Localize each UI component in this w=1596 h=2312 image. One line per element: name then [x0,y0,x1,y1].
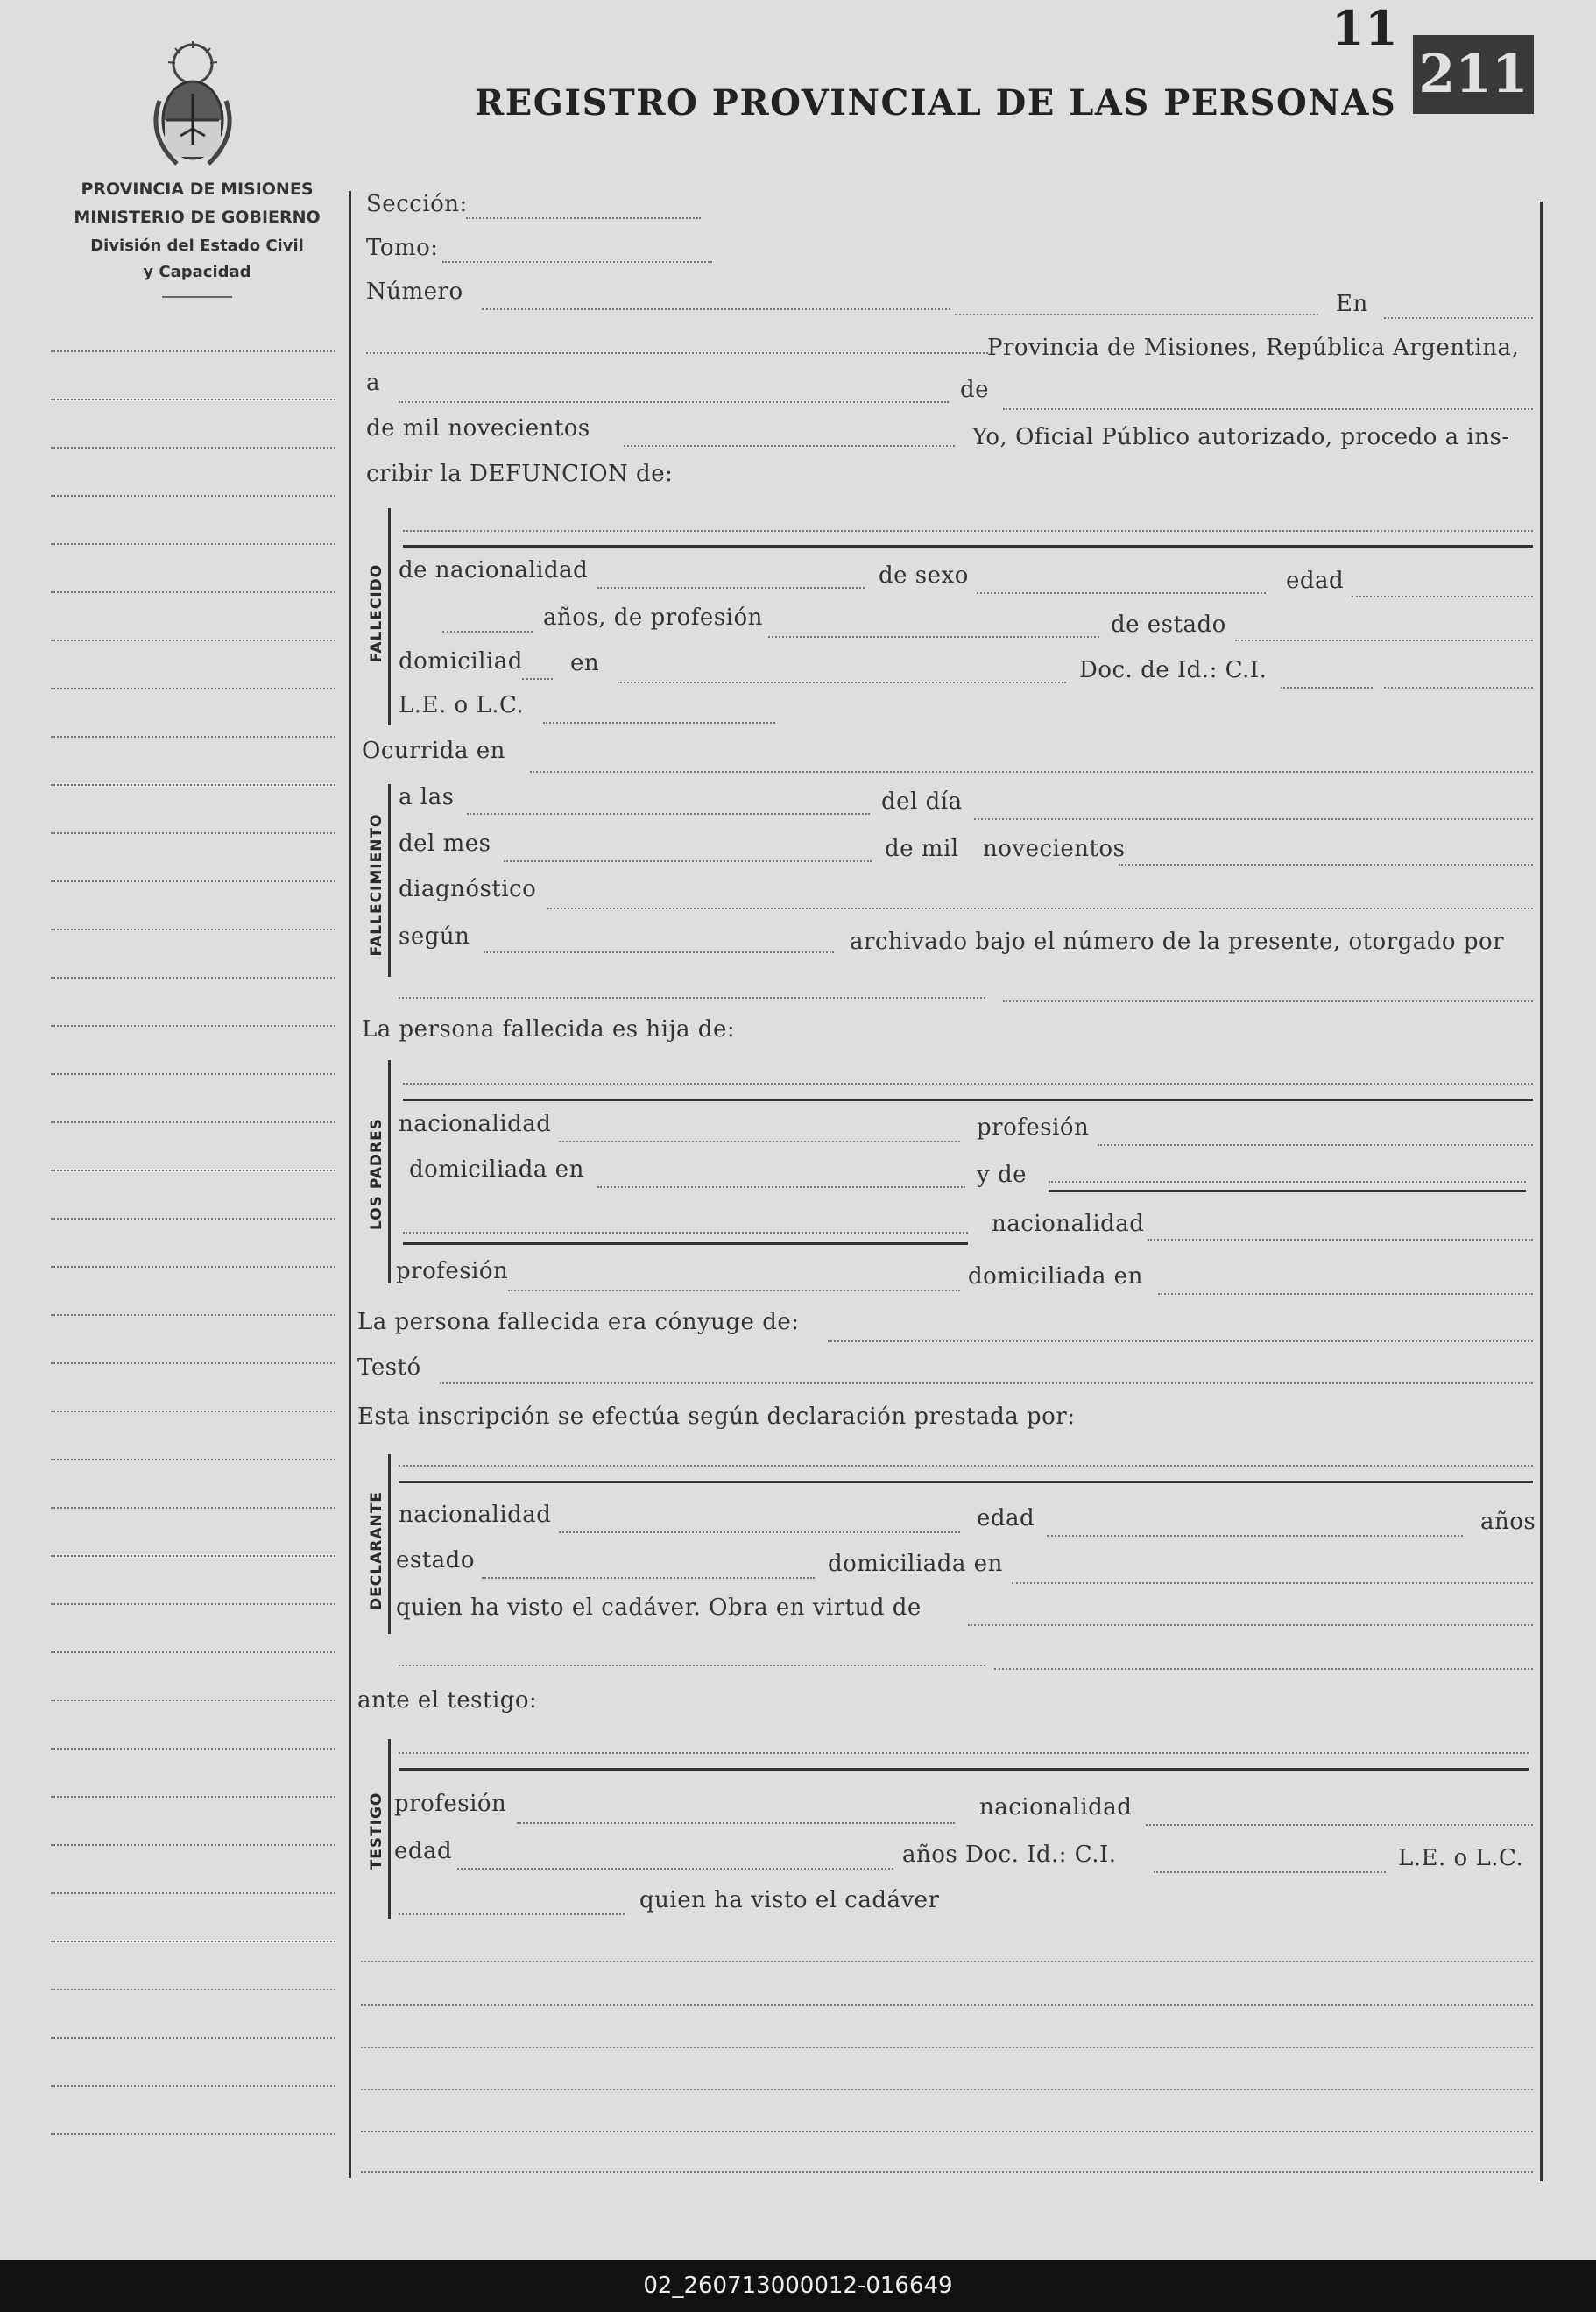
field-le-lc[interactable] [543,722,775,724]
label-testigo-nacionalidad: nacionalidad [979,1794,1133,1821]
label-ocurrida-en: Ocurrida en [362,738,505,764]
label-testigo-quien: quien ha visto el cadáver [639,1887,940,1913]
org-ministry: MINISTERIO DE GOBIERNO [74,208,321,227]
fallecido-rule [403,545,1533,548]
field-domicilio[interactable] [618,682,1066,683]
margin-line[interactable] [51,688,335,689]
margin-line[interactable] [51,1459,335,1460]
label-edad: edad [1286,568,1345,594]
field-testigo-le-lc[interactable] [399,1913,625,1915]
padres-rule-1 [403,1099,1533,1101]
field-declarante-nacionalidad[interactable] [559,1531,960,1533]
label-testo: Testó [357,1354,421,1381]
margin-line[interactable] [51,1314,335,1316]
label-inscripcion: Esta inscripción se efectúa según declaración prestada por: [357,1403,1076,1430]
label-archivado: archivado bajo el número de la presente, otorgado por [850,929,1505,955]
field-numero[interactable] [482,308,950,310]
label-y-de: y de [977,1162,1027,1188]
field-padre-domicilio[interactable] [597,1186,965,1188]
margin-line[interactable] [51,1748,335,1750]
field-seccion[interactable] [466,217,701,219]
margin-line[interactable] [51,1121,335,1123]
label-doc-id: Doc. de Id.: C.I. [1079,657,1268,683]
testigo-rule [399,1768,1529,1771]
margin-line[interactable] [51,1796,335,1798]
org-underline [162,296,232,298]
notes-line-1[interactable] [361,1961,1533,1962]
label-ante-testigo: ante el testigo: [357,1687,538,1714]
field-madre-nombre[interactable] [1049,1181,1526,1183]
side-label-fallecimiento: FALLECIMIENTO [368,813,385,957]
notes-line-3[interactable] [361,2047,1533,2048]
margin-line[interactable] [51,1507,335,1509]
margin-line[interactable] [51,2037,335,2039]
left-margin-rule [349,191,351,2178]
org-division: División del Estado Civil [90,237,304,255]
field-declarante-virtud-2[interactable] [399,1665,985,1666]
margin-line[interactable] [51,1941,335,1942]
label-domiciliad: domiciliad [399,648,523,675]
label-declarante-edad: edad [977,1505,1035,1531]
label-inscribir: cribir la DEFUNCION de: [366,461,674,487]
declarante-bracket [388,1454,391,1634]
field-testo[interactable] [440,1382,1533,1384]
notes-line-4[interactable] [361,2089,1533,2090]
field-testigo-nacionalidad[interactable] [1146,1824,1533,1826]
label-en: En [1336,291,1368,317]
margin-line[interactable] [51,880,335,882]
field-del-mes[interactable] [504,860,872,862]
document-title: REGISTRO PROVINCIAL DE LAS PERSONAS [475,82,1397,124]
field-segun[interactable] [484,951,834,953]
label-testigo-profesion: profesión [394,1791,507,1817]
field-anio[interactable] [624,445,955,447]
field-ocurrida-en[interactable] [530,771,1533,773]
field-otorgado-2[interactable] [1003,1000,1533,1002]
field-diagnostico[interactable] [547,908,1533,909]
label-testigo-edad: edad [394,1838,453,1864]
label-seccion: Sección: [366,191,468,217]
label-declarante-nacionalidad: nacionalidad [399,1502,552,1528]
label-testigo-le-lc: L.E. o L.C. [1398,1845,1524,1871]
field-lugar[interactable] [366,352,988,354]
label-a: a [366,370,381,396]
margin-line[interactable] [51,2085,335,2087]
label-de: de [960,377,990,403]
label-anos-profesion: años, de profesión [543,605,763,631]
field-testigo-edad[interactable] [457,1868,893,1870]
fallecimiento-bracket [388,784,391,977]
notes-line-2[interactable] [361,2004,1533,2006]
field-numero-cont[interactable] [955,314,1318,315]
field-madre-nombre-2[interactable] [403,1232,968,1234]
label-declarante-domiciliada: domiciliada en [828,1551,1003,1577]
label-del-dia: del día [881,788,963,815]
margin-line[interactable] [51,929,335,930]
margin-line[interactable] [51,1844,335,1846]
field-declarante-domicilio[interactable] [1012,1582,1533,1584]
field-tomo[interactable] [442,261,712,263]
field-declarante-virtud[interactable] [968,1624,1533,1626]
label-hija-de: La persona fallecida es hija de: [362,1016,736,1043]
label-padre-domiciliada: domiciliada en [409,1156,584,1183]
field-madre-domicilio[interactable] [1158,1293,1533,1295]
field-anio-fallecimiento[interactable] [1119,864,1533,866]
label-madre-profesion: profesión [396,1258,509,1284]
margin-line[interactable] [51,832,335,834]
field-declarante-nombre[interactable] [399,1465,1533,1467]
field-a-las[interactable] [467,813,870,815]
right-margin-rule [1540,202,1543,2181]
margin-line[interactable] [51,1603,335,1605]
field-padre-profesion[interactable] [1098,1144,1533,1146]
padres-rule-3 [403,1242,968,1245]
side-label-fallecido: FALLECIDO [368,563,385,663]
field-madre-profesion[interactable] [508,1290,960,1291]
side-label-declarante: DECLARANTE [368,1491,385,1610]
label-testigo-anos-doc: años Doc. Id.: C.I. [902,1842,1117,1868]
field-profesion[interactable] [768,636,1099,638]
label-madre-nacionalidad: nacionalidad [992,1211,1145,1237]
margin-line[interactable] [51,399,335,400]
label-del-mes: del mes [399,831,491,857]
margin-line[interactable] [51,495,335,497]
label-madre-domiciliada: domiciliada en [968,1263,1143,1290]
margin-line[interactable] [51,640,335,641]
label-declarante-anos: años [1480,1509,1536,1535]
fallecido-bracket [388,508,391,725]
margin-line[interactable] [51,977,335,979]
declarante-rule [399,1481,1533,1483]
field-testigo-nombre[interactable] [399,1752,1529,1754]
label-novecientos: novecientos [983,836,1126,862]
label-de-sexo: de sexo [879,562,969,589]
label-conyuge: La persona fallecida era cónyuge de: [357,1309,800,1335]
label-de-nacionalidad: de nacionalidad [399,557,589,583]
label-de-mil: de mil [885,836,959,862]
margin-line[interactable] [51,1073,335,1075]
label-padre-nacionalidad: nacionalidad [399,1111,552,1137]
margin-line[interactable] [51,1025,335,1027]
field-sexo[interactable] [977,592,1266,594]
field-padre-nacionalidad[interactable] [559,1141,960,1142]
field-otorgado-1[interactable] [399,997,985,999]
label-numero: Número [366,279,463,305]
field-de[interactable] [1003,408,1533,410]
field-en[interactable] [1384,317,1533,319]
field-declarante-edad[interactable] [1047,1535,1463,1537]
stamp-number-box [1413,35,1534,114]
label-padre-profesion: profesión [977,1114,1090,1141]
label-segun: según [399,923,470,950]
margin-line[interactable] [51,1218,335,1220]
margin-line[interactable] [51,2133,335,2135]
margin-line[interactable] [51,1362,335,1364]
stamp-number: 211 [1418,44,1529,105]
margin-line[interactable] [51,1989,335,1990]
margin-line[interactable] [51,447,335,449]
margin-line[interactable] [51,1700,335,1701]
margin-line[interactable] [51,1266,335,1268]
margin-line[interactable] [51,736,335,738]
field-testigo-ci[interactable] [1154,1871,1386,1873]
margin-line[interactable] [51,1170,335,1171]
testigo-bracket [388,1739,391,1919]
field-fallecido-nombre[interactable] [403,530,1533,532]
padres-rule-2 [1049,1190,1526,1192]
margin-line[interactable] [51,1892,335,1894]
field-declarante-virtud-3[interactable] [994,1668,1533,1670]
field-anos[interactable] [442,631,533,633]
field-testigo-profesion[interactable] [517,1822,955,1824]
label-tomo: Tomo: [366,235,439,261]
handwritten-number: 11 [1331,0,1399,56]
label-diagnostico: diagnóstico [399,876,537,902]
label-declarante-quien: quien ha visto el cadáver. Obra en virtud de [396,1594,922,1621]
margin-line[interactable] [51,1555,335,1557]
field-ci[interactable] [1281,687,1373,689]
margin-line[interactable] [51,1651,335,1653]
field-nacionalidad[interactable] [597,587,865,589]
margin-line[interactable] [51,350,335,352]
coat-of-arms-emblem [140,39,245,171]
margin-line[interactable] [51,784,335,786]
margin-line[interactable] [51,591,335,593]
notes-line-6[interactable] [361,2171,1533,2173]
notes-line-5[interactable] [361,2131,1533,2132]
field-edad[interactable] [1352,596,1533,597]
label-declarante-estado: estado [396,1547,475,1573]
side-label-padres: LOS PADRES [368,1118,385,1230]
field-conyuge[interactable] [828,1340,1533,1342]
field-ci-2[interactable] [1384,687,1533,689]
org-capacity: y Capacidad [143,263,251,281]
org-province: PROVINCIA DE MISIONES [81,180,314,199]
field-del-dia[interactable] [974,818,1533,820]
margin-line[interactable] [51,1411,335,1412]
label-de-mil-novecientos: de mil novecientos [366,415,590,442]
scan-id-footer: 02_260713000012-016649 [0,2260,1596,2312]
field-estado[interactable] [1235,640,1533,641]
label-le-lc: L.E. o L.C. [399,692,525,718]
label-yo-oficial: Yo, Oficial Público autorizado, procedo a ins- [972,424,1510,450]
label-de-estado: de estado [1111,612,1226,638]
side-label-testigo: TESTIGO [368,1792,385,1870]
field-a[interactable] [399,401,949,403]
label-provincia: Provincia de Misiones, República Argentina, [987,335,1520,361]
field-domiciliad-suffix[interactable] [522,678,553,680]
padres-bracket [388,1060,391,1283]
field-madre-nacionalidad[interactable] [1148,1239,1533,1241]
label-a-las: a las [399,784,455,810]
margin-line[interactable] [51,543,335,545]
label-en-domicilio: en [570,650,600,676]
field-padre-nombre[interactable] [403,1083,1533,1085]
field-declarante-estado[interactable] [482,1577,815,1579]
